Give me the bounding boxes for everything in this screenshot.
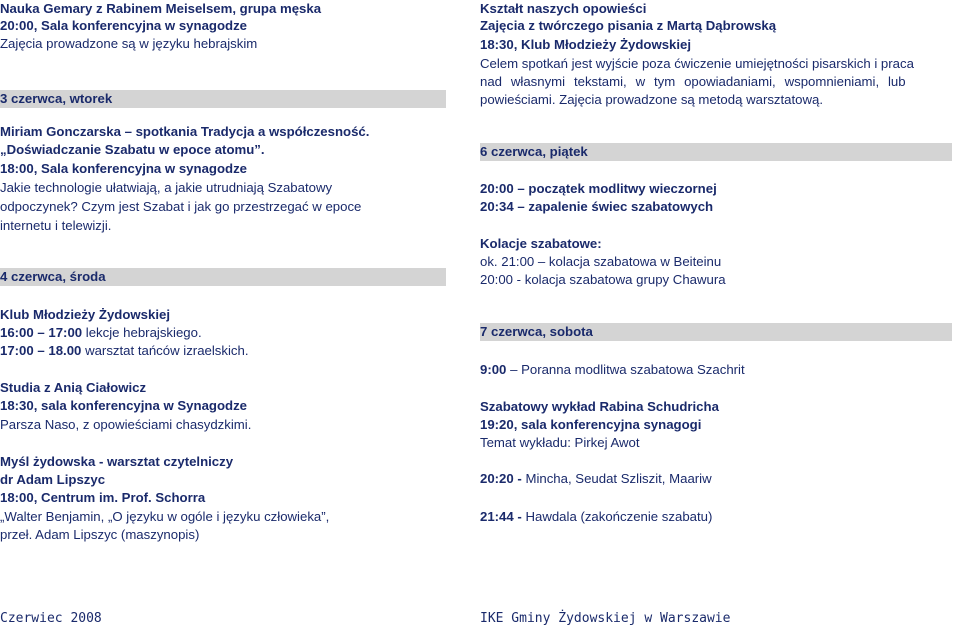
footer-organization: IKE Gminy Żydowskiej w Warszawie xyxy=(480,611,731,626)
schedule-time: 20:20 - xyxy=(480,471,522,486)
event-description: Jakie technologie ułatwiają, a jakie utrudniają Szabatowy xyxy=(0,180,333,195)
schedule-time: 9:00 xyxy=(480,362,507,377)
schedule-activity: warsztat tańców izraelskich. xyxy=(81,343,249,358)
schedule-row xyxy=(480,470,712,488)
schedule-row xyxy=(480,508,712,526)
event-speaker: dr Adam Lipszyc xyxy=(0,472,106,487)
schedule-activity: Mincha, Seudat Szliszit, Maariw xyxy=(521,471,712,486)
lecture-title: Szabatowy wykład Rabina Schudricha xyxy=(480,399,719,414)
schedule-time: 21:44 - xyxy=(480,509,522,524)
schedule-activity: lekcje hebrajskiego. xyxy=(82,325,202,340)
lecture-topic: Temat wykładu: Pirkej Awot xyxy=(480,435,640,450)
dinner-item: ok. 21:00 – kolacja szabatowa w Beiteinu xyxy=(480,254,722,269)
event-title: Myśl żydowska - warsztat czytelniczy xyxy=(0,454,234,469)
event-title: Nauka Gemary z Rabinem Meiselsem, grupa męska xyxy=(0,1,322,16)
schedule-time: 20:00 xyxy=(480,181,514,196)
schedule-row xyxy=(0,324,202,342)
section-title: Kolacje szabatowe: xyxy=(480,236,602,251)
event-title: Studia z Anią Ciałowicz xyxy=(0,380,147,395)
day-label: 7 czerwca, sobota xyxy=(480,324,593,339)
event-time-place: 18:30, Klub Młodzieży Żydowskiej xyxy=(480,37,692,52)
day-header-friday xyxy=(480,143,952,161)
schedule-activity: – Poranna modlitwa szabatowa Szachrit xyxy=(506,362,745,377)
schedule-activity: Hawdala (zakończenie szabatu) xyxy=(521,509,713,524)
event-time-place: 20:00, Sala konferencyjna w synagodze xyxy=(0,18,248,33)
schedule-time: 16:00 – 17:00 xyxy=(0,325,83,340)
event-place: Klub Młodzieży Żydowskiej xyxy=(0,307,170,322)
day-label: 6 czerwca, piątek xyxy=(480,144,588,159)
footer-date: Czerwiec 2008 xyxy=(0,611,102,626)
schedule-row xyxy=(480,198,713,216)
schedule-activity: – początek modlitwy wieczornej xyxy=(513,181,717,196)
lecture-time-place: 19:20, sala konferencyjna synagogi xyxy=(480,417,702,432)
event-description: Celem spotkań jest wyjście poza ćwiczenie umiejętności pisarskich i praca xyxy=(480,56,914,71)
schedule-row xyxy=(480,361,745,379)
event-note: Zajęcia prowadzone są w języku hebrajskim xyxy=(0,36,258,51)
day-header-saturday xyxy=(480,323,952,341)
day-label: 3 czerwca, wtorek xyxy=(0,91,113,106)
event-title: Kształt naszych opowieści xyxy=(480,1,647,16)
event-description: „Walter Benjamin, „O języku w ogóle i języku człowieka”, xyxy=(0,509,330,524)
event-description: powieściami. Zajęcia prowadzone są metodą warsztatową. xyxy=(480,92,824,107)
schedule-time: 17:00 – 18.00 xyxy=(0,343,82,358)
event-time-place: 18:30, sala konferencyjna w Synagodze xyxy=(0,398,248,413)
schedule-row xyxy=(0,342,249,360)
event-description: Parsza Naso, z opowieściami chasydzkimi. xyxy=(0,417,252,432)
event-description: internetu i telewizji. xyxy=(0,218,112,233)
day-header-tuesday xyxy=(0,90,446,108)
day-header-wednesday xyxy=(0,268,446,286)
schedule-row xyxy=(480,180,717,198)
day-label: 4 czerwca, środa xyxy=(0,269,106,284)
event-subtitle: „Doświadczanie Szabatu w epoce atomu”. xyxy=(0,142,265,157)
event-time-place: 18:00, Sala konferencyjna w synagodze xyxy=(0,161,248,176)
event-description: nad własnymi tekstami, w tym opowiadaniami, wspomnieniami, lub xyxy=(480,74,906,89)
event-description: przeł. Adam Lipszyc (maszynopis) xyxy=(0,527,200,542)
dinner-item: 20:00 - kolacja szabatowa grupy Chawura xyxy=(480,272,726,287)
event-title: Miriam Gonczarska – spotkania Tradycja a współczesność. xyxy=(0,124,370,139)
schedule-activity: – zapalenie świec szabatowych xyxy=(513,199,714,214)
event-time-place: 18:00, Centrum im. Prof. Schorra xyxy=(0,490,206,505)
event-description: odpoczynek? Czym jest Szabat i jak go przestrzegać w epoce xyxy=(0,199,362,214)
event-subtitle: Zajęcia z twórczego pisania z Martą Dąbrowską xyxy=(480,18,777,33)
schedule-time: 20:34 xyxy=(480,199,514,214)
